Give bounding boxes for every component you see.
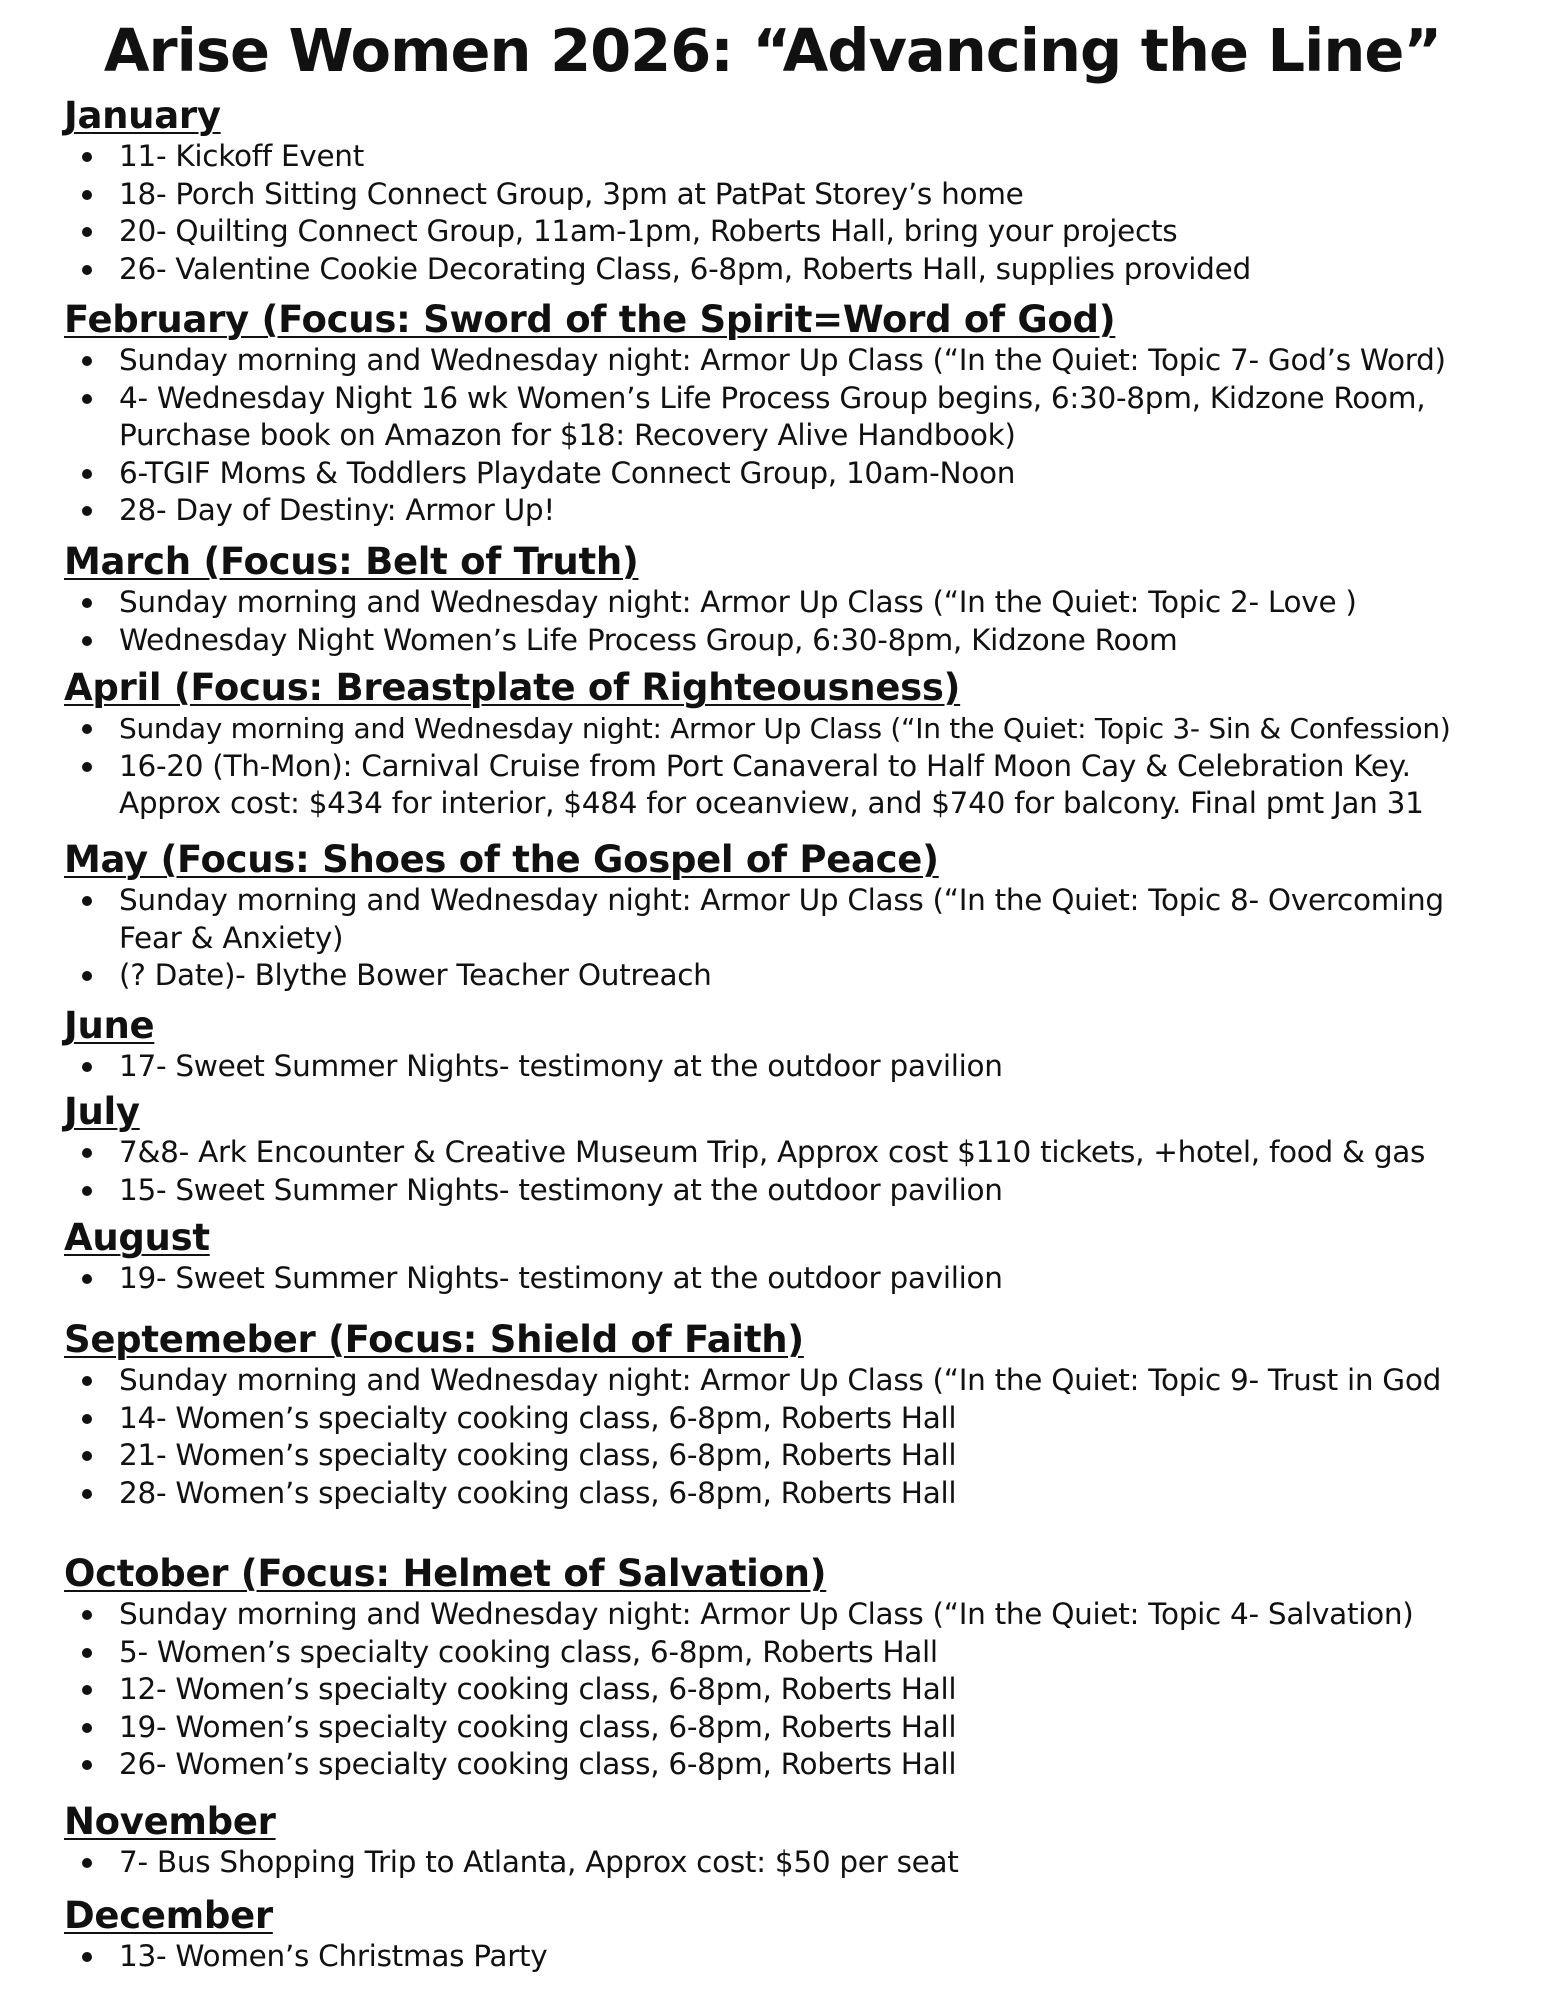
month-august — [64, 1216, 1524, 1298]
event-list-february — [64, 342, 1524, 530]
event-text: 21- Women’s specialty cooking class, 6-8pm, Roberts Hall — [119, 1438, 957, 1472]
event-text: Sunday morning and Wednesday night: Armor Up Class (“In the Quiet: Topic 7- God’s Word) — [119, 343, 1446, 377]
month-february — [64, 298, 1524, 530]
bullet-icon — [82, 356, 92, 366]
month-october — [64, 1552, 1524, 1784]
event-text: Sunday morning and Wednesday night: Armor Up Class (“In the Quiet: Topic 9- Trust in God — [119, 1363, 1442, 1397]
month-heading-january: January — [64, 94, 221, 137]
bullet-icon — [82, 636, 92, 646]
event-text: 4- Wednesday Night 16 wk Women’s Life Process Group begins, 6:30-8pm, Kidzone Room, — [119, 380, 1426, 415]
bullet-icon — [82, 265, 92, 275]
bullet-icon — [82, 1451, 92, 1461]
event-item — [64, 1634, 1524, 1672]
month-heading-march: March (Focus: Belt of Truth) — [64, 540, 639, 583]
event-list-may — [64, 882, 1524, 995]
event-item — [64, 1844, 1524, 1882]
bullet-icon — [82, 1414, 92, 1424]
event-item — [64, 213, 1524, 251]
month-april — [64, 666, 1524, 823]
event-item — [64, 1048, 1524, 1086]
event-item — [64, 957, 1524, 995]
event-list-september — [64, 1362, 1524, 1512]
bullet-icon — [82, 394, 92, 404]
month-heading-december: December — [64, 1894, 273, 1937]
page-title: Arise Women 2026: “Advancing the Line” — [103, 16, 1442, 85]
event-item — [64, 1746, 1524, 1784]
event-item — [64, 1134, 1524, 1172]
month-december — [64, 1894, 1524, 1976]
event-text-continued: Fear & Anxiety) — [119, 920, 344, 955]
event-text: 26- Valentine Cookie Decorating Class, 6-8pm, Roberts Hall, supplies provided — [119, 251, 1251, 286]
event-item — [64, 748, 1524, 823]
event-item — [64, 1709, 1524, 1747]
bullet-icon — [82, 506, 92, 516]
bullet-icon — [82, 1274, 92, 1284]
month-heading-april: April (Focus: Breastplate of Righteousness) — [64, 666, 961, 709]
event-text: 6-TGIF Moms & Toddlers Playdate Connect Group, 10am-Noon — [119, 455, 1016, 490]
bullet-icon — [82, 1723, 92, 1733]
event-text: Sunday morning and Wednesday night: Armor Up Class (“In the Quiet: Topic 3- Sin & Confession) — [119, 712, 1451, 745]
event-list-november — [64, 1844, 1524, 1882]
event-list-june — [64, 1048, 1524, 1086]
bullet-icon — [82, 1648, 92, 1658]
bullet-icon — [82, 1489, 92, 1499]
event-text: Sunday morning and Wednesday night: Armor Up Class (“In the Quiet: Topic 2- Love ) — [119, 585, 1357, 619]
event-list-october — [64, 1596, 1524, 1784]
event-item — [64, 1671, 1524, 1709]
bullet-icon — [82, 469, 92, 479]
bullet-icon — [82, 1186, 92, 1196]
event-item — [64, 710, 1524, 748]
event-item — [64, 138, 1524, 176]
event-text: 26- Women’s specialty cooking class, 6-8pm, Roberts Hall — [119, 1747, 957, 1781]
bullet-icon — [82, 1610, 92, 1620]
event-text: 28- Day of Destiny: Armor Up! — [119, 493, 555, 527]
event-text: 19- Sweet Summer Nights- testimony at the outdoor pavilion — [119, 1261, 1003, 1295]
event-item — [64, 1400, 1524, 1438]
event-item — [64, 1437, 1524, 1475]
event-text: 7&8- Ark Encounter & Creative Museum Trip, Approx cost $110 tickets, +hotel, food & gas — [119, 1135, 1426, 1169]
bullet-icon — [82, 971, 92, 981]
event-text: (? Date)- Blythe Bower Teacher Outreach — [119, 958, 712, 992]
month-heading-september: Septemeber (Focus: Shield of Faith) — [64, 1318, 804, 1361]
month-march — [64, 540, 1524, 659]
event-text-continued: Approx cost: $434 for interior, $484 for oceanview, and $740 for balcony. Final pmt Jan 31 — [119, 786, 1424, 820]
month-heading-august: August — [64, 1216, 210, 1259]
event-text: 19- Women’s specialty cooking class, 6-8pm, Roberts Hall — [119, 1709, 957, 1744]
month-may — [64, 838, 1524, 995]
event-item — [64, 380, 1524, 455]
event-text: 28- Women’s specialty cooking class, 6-8pm, Roberts Hall — [119, 1475, 957, 1510]
event-text: 7- Bus Shopping Trip to Atlanta, Approx cost: $50 per seat — [119, 1845, 959, 1879]
event-text: 14- Women’s specialty cooking class, 6-8pm, Roberts Hall — [119, 1400, 957, 1435]
month-november — [64, 1800, 1524, 1882]
bullet-icon — [82, 227, 92, 237]
month-september — [64, 1318, 1524, 1512]
event-item — [64, 622, 1524, 660]
event-text: 13- Women’s Christmas Party — [119, 1939, 548, 1973]
event-text: 20- Quilting Connect Group, 11am-1pm, Roberts Hall, bring your projects — [119, 214, 1178, 248]
event-text: 12- Women’s specialty cooking class, 6-8pm, Roberts Hall — [119, 1672, 957, 1706]
event-item — [64, 882, 1524, 957]
bullet-icon — [82, 152, 92, 162]
event-item — [64, 176, 1524, 214]
event-list-december — [64, 1938, 1524, 1976]
bullet-icon — [82, 1760, 92, 1770]
bullet-icon — [82, 190, 92, 200]
bullet-icon — [82, 896, 92, 906]
event-text: 17- Sweet Summer Nights- testimony at the outdoor pavilion — [119, 1049, 1003, 1083]
month-heading-february: February (Focus: Sword of the Spirit=Word of God) — [64, 298, 1116, 341]
event-text: 16-20 (Th-Mon): Carnival Cruise from Port Canaveral to Half Moon Cay & Celebration Key. — [119, 748, 1411, 783]
event-list-august — [64, 1260, 1524, 1298]
event-item — [64, 492, 1524, 530]
event-item — [64, 1172, 1524, 1210]
month-june — [64, 1004, 1524, 1086]
event-item — [64, 1475, 1524, 1513]
event-item — [64, 584, 1524, 622]
event-item — [64, 1938, 1524, 1976]
event-text: 5- Women’s specialty cooking class, 6-8pm, Roberts Hall — [119, 1634, 938, 1669]
event-list-january — [64, 138, 1524, 288]
bullet-icon — [82, 762, 92, 772]
event-item — [64, 1260, 1524, 1298]
event-item — [64, 455, 1524, 493]
bullet-icon — [82, 1858, 92, 1868]
event-list-april — [64, 710, 1524, 823]
bullet-icon — [82, 1148, 92, 1158]
event-text: 11- Kickoff Event — [119, 139, 364, 173]
event-text: Wednesday Night Women’s Life Process Group, 6:30-8pm, Kidzone Room — [119, 622, 1178, 657]
event-text-continued: Purchase book on Amazon for $18: Recovery Alive Handbook) — [119, 418, 1016, 452]
event-list-july — [64, 1134, 1524, 1209]
bullet-icon — [82, 1952, 92, 1962]
bullet-icon — [82, 1685, 92, 1695]
event-item — [64, 1362, 1524, 1400]
event-text: Sunday morning and Wednesday night: Armor Up Class (“In the Quiet: Topic 8- Overcoming — [119, 883, 1444, 917]
event-text: Sunday morning and Wednesday night: Armor Up Class (“In the Quiet: Topic 4- Salvation) — [119, 1597, 1414, 1631]
bullet-icon — [82, 598, 92, 608]
bullet-icon — [82, 724, 92, 734]
event-item — [64, 251, 1524, 289]
event-text: 18- Porch Sitting Connect Group, 3pm at PatPat Storey’s home — [119, 176, 1024, 211]
month-january — [64, 94, 1524, 288]
event-text: 15- Sweet Summer Nights- testimony at the outdoor pavilion — [119, 1172, 1003, 1207]
event-list-march — [64, 584, 1524, 659]
month-heading-june: June — [64, 1004, 155, 1047]
month-heading-may: May (Focus: Shoes of the Gospel of Peace) — [64, 838, 939, 881]
month-heading-july: July — [64, 1090, 140, 1133]
month-july — [64, 1090, 1524, 1209]
event-item — [64, 1596, 1524, 1634]
event-item — [64, 342, 1524, 380]
bullet-icon — [82, 1376, 92, 1386]
month-heading-october: October (Focus: Helmet of Salvation) — [64, 1552, 827, 1595]
bullet-icon — [82, 1062, 92, 1072]
month-heading-november: November — [64, 1800, 276, 1843]
